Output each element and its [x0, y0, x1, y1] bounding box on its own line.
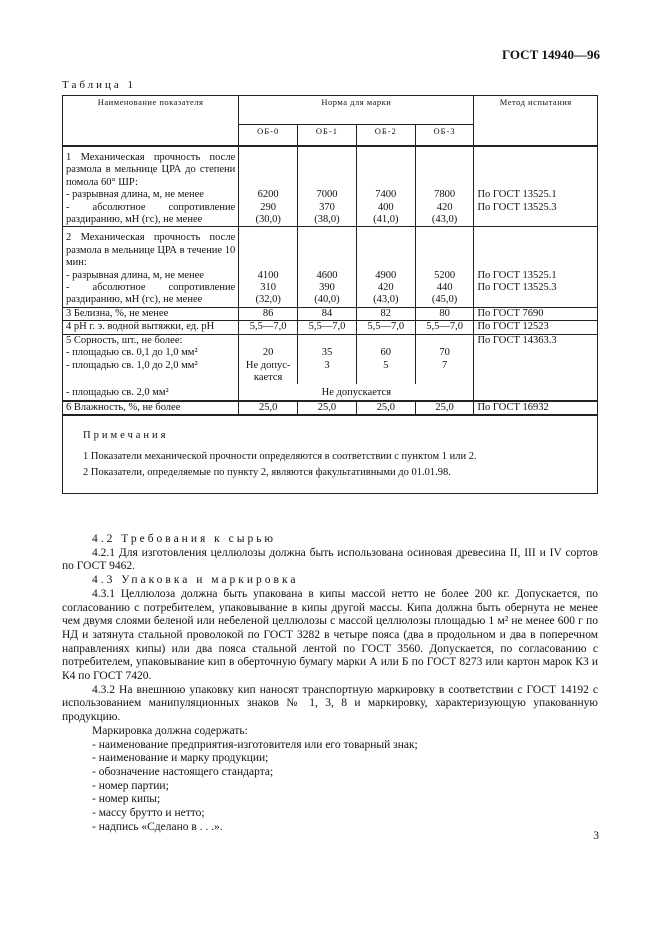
table-cell: 4100	[239, 270, 298, 282]
table-cell: 7800	[415, 189, 474, 201]
table-cell: Не допускается	[239, 384, 474, 400]
table-cell: 25,0	[415, 401, 474, 415]
table-cell: 5,5—7,0	[415, 321, 474, 334]
document-header: ГОСТ 14940—96	[501, 47, 600, 62]
table-cell: 420 (43,0)	[415, 202, 474, 227]
table-cell: 3	[298, 360, 357, 385]
table-cell: 400 (41,0)	[356, 202, 415, 227]
table-cell: Не допус- кается	[239, 360, 298, 385]
paragraph: 4.3.1 Целлюлоза должна быть упакована в кипы массой нетто не более 200 кг. Допускается, по согласованию с потребителем, упаковывание в кипы другой массы. Кипа должна быть обернута не менее чем двумя слоями беленой или небеленой целлюлозы с массой целлюлозы площадью 1 м² не менее 600 г по НД и затянута стальной проволокой по ГОСТ 3282 в четыре пояса (два в продольном и два в поперечном направлениях кипы) или два пояса стальной лентой по ГОСТ 3560. Допускается, по согласованию с потребителем, упаковывание кип в оберточную бумагу марки А или Б по ГОСТ 8273 или картон марок К3 и К4 по ГОСТ 7420.	[62, 587, 598, 683]
section-heading: 4.2 Требования к сырью	[92, 533, 277, 545]
header-test-method: Метод испытания	[474, 96, 598, 147]
row-5-title: 5 Сорность, шт., не более:	[63, 334, 239, 347]
header-mark: ОБ-1	[298, 125, 357, 147]
row-2a-method: По ГОСТ 13525.1	[474, 270, 598, 282]
row-6-method: По ГОСТ 16932	[474, 401, 598, 415]
row-1b-method: По ГОСТ 13525.3	[474, 202, 598, 227]
list-item: - наименование и марку продукции;	[92, 752, 269, 765]
specifications-table	[62, 95, 598, 494]
row-5a-label: - площадью св. 0,1 до 1,0 мм²	[63, 347, 239, 359]
row-2b-label: - абсолютное сопротивление раздиранию, мН (гс), не менее	[63, 282, 239, 307]
row-4-label: 4 рН г. э. водной вытяжки, ед. рН	[63, 321, 239, 334]
row-2b-method: По ГОСТ 13525.3	[474, 282, 598, 307]
table-cell: 440 (45,0)	[415, 282, 474, 307]
table-caption: Таблица 1	[62, 79, 137, 91]
list-item: - обозначение настоящего стандарта;	[92, 765, 274, 778]
note-item: 2 Показатели, определяемые по пункту 2, являются факультативными до 01.01.98.	[83, 466, 451, 478]
table-cell: 290 (30,0)	[239, 202, 298, 227]
table-cell: 7400	[356, 189, 415, 201]
paragraph: Маркировка должна содержать:	[92, 724, 248, 737]
row-4-method: По ГОСТ 12523	[474, 321, 598, 334]
row-5-method: По ГОСТ 14363.3	[474, 334, 598, 347]
table-cell: 35	[298, 347, 357, 359]
row-1b-label: - абсолютное сопротивление раздиранию, мН (гс), не менее	[63, 202, 239, 227]
row-6-label: 6 Влажность, %, не более	[63, 401, 239, 415]
paragraph: 4.3.2 На внешнюю упаковку кип наносят транспортную маркировку в соответствии с ГОСТ 14192 с использованием манипуляционных знаков № 1, 3, 8 и маркировку, характеризующую упакованную продукцию.	[62, 683, 598, 724]
table-cell: 5,5—7,0	[239, 321, 298, 334]
list-item: - номер кипы;	[92, 793, 161, 806]
list-item: - надпись «Сделано в . . .».	[92, 820, 223, 833]
table-cell: 70	[415, 347, 474, 359]
body-text	[62, 533, 598, 834]
table-cell: 25,0	[239, 401, 298, 415]
section-heading: 4.3 Упаковка и маркировка	[92, 574, 299, 587]
row-2-title: 2 Механическая прочность после размола в мельнице ЦРА в течение 10 мин:	[63, 227, 239, 270]
table-cell: 310 (32,0)	[239, 282, 298, 307]
page-number: 3	[593, 830, 599, 842]
row-1a-label: - разрывная длина, м, не менее	[63, 189, 239, 201]
table-cell: 5200	[415, 270, 474, 282]
table-cell: 390 (40,0)	[298, 282, 357, 307]
row-2a-label: - разрывная длина, м, не менее	[63, 270, 239, 282]
table-cell: 4900	[356, 270, 415, 282]
row-5c-label: - площадью св. 2,0 мм²	[63, 384, 239, 400]
paragraph: 4.2.1 Для изготовления целлюлозы должна быть использована осиновая древесина II, III и IV сортов по ГОСТ 9462.	[62, 546, 598, 573]
table-cell: 80	[415, 307, 474, 320]
note-item: 1 Показатели механической прочности определяются в соответствии с пунктом 1 или 2.	[83, 450, 477, 462]
table-cell: 5,5—7,0	[356, 321, 415, 334]
table-cell: 7000	[298, 189, 357, 201]
table-cell: 86	[239, 307, 298, 320]
header-norm: Норма для марки	[239, 96, 474, 125]
table-notes	[63, 415, 598, 493]
list-item: - наименование предприятия-изготовителя или его товарный знак;	[92, 738, 418, 751]
table-cell: 20	[239, 347, 298, 359]
header-mark: ОБ-2	[356, 125, 415, 147]
notes-title: Примечания	[83, 430, 169, 442]
header-indicator-name: Наименование показателя	[63, 96, 239, 147]
list-item: - массу брутто и нетто;	[92, 807, 205, 820]
header-mark: ОБ-0	[239, 125, 298, 147]
table-cell: 7	[415, 360, 474, 385]
table-cell: 6200	[239, 189, 298, 201]
table-cell: 25,0	[356, 401, 415, 415]
table-cell: 5,5—7,0	[298, 321, 357, 334]
table-cell: 5	[356, 360, 415, 385]
table-cell: 420 (43,0)	[356, 282, 415, 307]
table-cell: 4600	[298, 270, 357, 282]
header-mark: ОБ-3	[415, 125, 474, 147]
table-cell: 370 (38,0)	[298, 202, 357, 227]
table-cell: 25,0	[298, 401, 357, 415]
row-3-label: 3 Белизна, %, не менее	[63, 307, 239, 320]
row-3-method: По ГОСТ 7690	[474, 307, 598, 320]
row-1-title: 1 Механическая прочность после размола в мельнице ЦРА до степени помола 60° ШР:	[63, 146, 239, 189]
table-cell: 60	[356, 347, 415, 359]
row-5b-label: - площадью св. 1,0 до 2,0 мм²	[63, 360, 239, 385]
list-item: - номер партии;	[92, 779, 169, 792]
row-1a-method: По ГОСТ 13525.1	[474, 189, 598, 201]
table-cell: 84	[298, 307, 357, 320]
table-cell: 82	[356, 307, 415, 320]
